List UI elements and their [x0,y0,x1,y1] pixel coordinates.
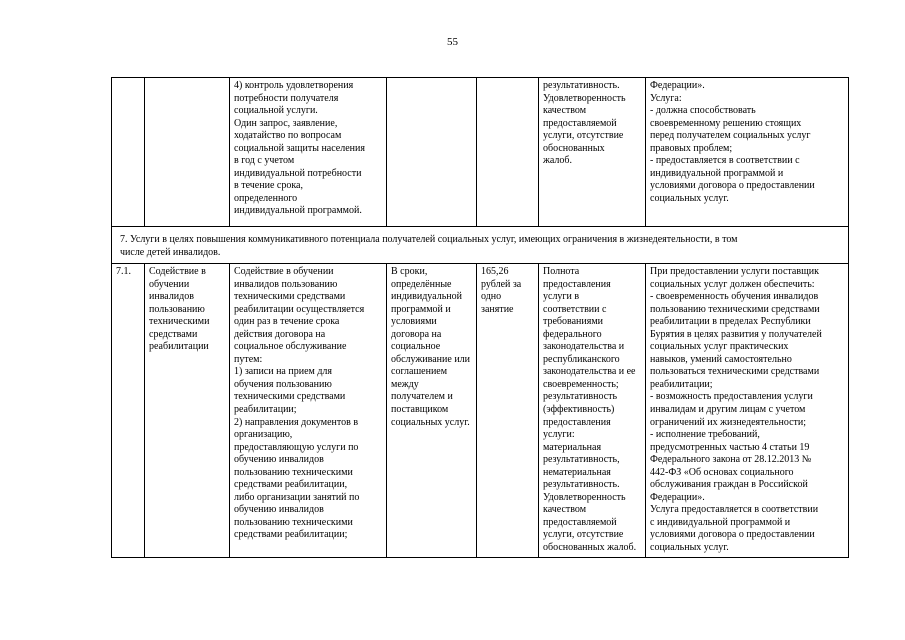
continued-description-line: индивидуальной программой. [234,205,362,217]
service-conditions-line: социальных услуг. [650,542,729,554]
service-description-line: пользованию техническими [234,516,353,528]
service-description-line: организацию, [234,429,293,441]
continued-conditions-cell [646,78,849,227]
service-name-cell [145,264,230,558]
service-description-line: действия договора на [234,328,326,340]
continued-description-line: социальной услуги. [234,105,318,117]
service-conditions-line: Бурятия в целях развития у получателей [650,328,822,340]
service-conditions-line: социальных услуг практических [650,341,789,353]
service-conditions-line: навыков, умений самостоятельно [650,353,792,365]
service-indicators-line: предоставляемой [543,516,617,528]
service-description-line: один раз в течение срока [234,316,340,328]
service-name-line: инвалидов [149,291,194,303]
continued-indicators-cell [539,78,646,227]
continued-conditions-line: - должна способствовать [650,105,756,117]
service-conditions-line: социальных услуг должен обеспечить: [650,278,815,290]
service-name-line: реабилитации [149,341,209,353]
service-indicators-line: федерального [543,328,602,340]
continued-description-line: в год с учетом [234,155,295,167]
continued-description-line: определенного [234,192,298,204]
service-description-line: Содействие в обучении [234,266,334,277]
service-price-line: рублей за [481,278,522,290]
continued-description-line: социальной защиты населения [234,142,365,154]
service-indicators-line: Удовлетворенность [543,491,626,503]
service-description-line: обучения пользованию [234,378,332,390]
service-conditions-line: предусмотренных частью 4 статьи 19 [650,441,810,453]
service-indicators-line: предоставления [543,278,611,290]
service-conditions-line: пользоваться техническими средствами [650,366,820,378]
service-conditions-line: ограничений их жизнедеятельности; [650,416,807,428]
continued-description-line: 4) контроль удовлетворения [234,80,354,91]
service-indicators-line: услуги в [543,291,580,303]
service-terms-line: соглашением [391,366,448,378]
continued-description-line: Один запрос, заявление, [234,117,338,129]
service-conditions-line: условиями договора о предоставлении [650,529,815,541]
service-description-line: обучению инвалидов [234,504,324,516]
service-description-cell [230,264,387,558]
service-name-line: пользованию [149,303,205,315]
section-header-row [112,227,849,264]
service-price-line: 165,26 [481,266,509,277]
continued-name-cell [145,78,230,227]
continued-terms-cell [387,78,477,227]
service-indicators-cell [539,264,646,558]
service-conditions-line: - возможность предоставления услуги [650,391,813,403]
continued-description-line: индивидуальной потребности [234,167,362,179]
service-terms-line: определённые [391,278,452,290]
service-terms-cell [387,264,477,558]
service-indicators-line: требованиями [543,316,604,328]
section-7-line: числе детей инвалидов. [120,247,221,258]
service-terms-line: социальное [391,341,441,353]
service-conditions-line: - исполнение требований, [650,429,760,441]
service-indicators-line: законодательства и [543,341,625,353]
service-terms-line: получателем и [391,391,453,403]
service-description-line: 1) записи на прием для [234,366,333,378]
service-description-line: либо организации занятий по [234,491,360,503]
service-terms-line: социальных услуг. [391,416,470,428]
continued-conditions-line: правовых проблем; [650,142,733,154]
continued-price-cell [477,78,539,227]
service-indicators-line: качеством [543,504,587,516]
service-terms-line: программой и [391,303,451,315]
service-conditions-line: При предоставлении услуги поставщик [650,266,819,277]
service-indicators-line: республиканского [543,353,620,365]
service-indicators-line: услуги: [543,429,575,441]
section-7-heading [112,227,849,264]
service-name-line: обучении [149,278,190,290]
service-indicators-line: законодательства и ее [543,366,636,378]
service-price-line: одно [481,291,502,303]
service-conditions-line: реабилитации; [650,378,713,390]
continued-conditions-line: перед получателем социальных услуг [650,130,811,142]
service-description-line: 2) направления документов в [234,416,359,428]
service-description-line: реабилитации; [234,404,297,416]
service-conditions-line: пользованию техническими средствами [650,303,820,315]
service-terms-line: индивидуальной [391,291,462,303]
service-price-cell [477,264,539,558]
service-description-line: реабилитации осуществляется [234,303,365,315]
service-indicators-line: своевременность; [543,378,619,390]
page-number: 55 [447,36,458,48]
service-conditions-line: инвалидам и другим лицам с учетом [650,404,806,416]
service-terms-line: поставщиком [391,404,449,416]
service-indicators-line: услуги, отсутствие [543,529,624,541]
service-terms-line: В сроки, [391,266,428,277]
service-indicators-line: (эффективность) [543,404,615,416]
continued-conditions-line: индивидуальной программой и [650,167,784,179]
section-7-line: 7. Услуги в целях повышения коммуникативного потенциала получателей социальных услуг, имеющих ограничения в жизнедеятельности, в том [120,234,738,245]
service-conditions-line: 442-ФЗ «Об основах социального [650,466,794,478]
service-conditions-line: Федерального закона от 28.12.2013 № [650,454,812,466]
service-name-line: Содействие в [149,266,206,277]
service-indicators-line: обоснованных жалоб. [543,542,637,554]
continued-conditions-line: - предоставляется в соответствии с [650,155,800,167]
service-indicators-line: соответствии с [543,303,607,315]
service-description-line: техническими средствами [234,391,346,403]
service-indicators-line: материальная [543,441,602,453]
continued-indicators-line: качеством [543,105,587,117]
service-indicators-line: результативность, [543,454,620,466]
service-description-line: техническими средствами [234,291,346,303]
continued-conditions-line: условиями договора о предоставлении [650,180,815,192]
service-number: 7.1. [116,266,131,277]
service-number-cell [112,264,145,558]
service-description-line: инвалидов пользованию [234,278,338,290]
continued-number-cell [112,78,145,227]
service-description-line: средствами реабилитации, [234,479,348,491]
continued-description-line: ходатайство по вопросам [234,130,342,142]
service-description-line: обучению инвалидов [234,454,324,466]
services-table [111,77,849,558]
service-conditions-line: Федерации». [650,491,705,503]
service-description-line: предоставляющую услуги по [234,441,359,453]
service-terms-line: обслуживание или [391,353,471,365]
continued-indicators-line: результативность. [543,80,620,91]
service-conditions-line: Услуга предоставляется в соответствии [650,504,819,516]
service-terms-line: между [391,378,419,390]
service-indicators-line: предоставления [543,416,611,428]
continued-conditions-line: Услуга: [650,92,682,104]
continued-row [112,78,849,227]
continued-description-cell [230,78,387,227]
service-conditions-line: реабилитации в пределах Республики [650,316,811,328]
continued-indicators-line: Удовлетворенность [543,92,626,104]
service-description-line: социальное обслуживание [234,341,347,353]
service-price-line: занятие [481,303,514,315]
service-conditions-line: с индивидуальной программой и [650,516,791,528]
service-indicators-line: результативность [543,391,618,403]
service-description-line: средствами реабилитации; [234,529,348,541]
service-description-line: пользованию техническими [234,466,353,478]
service-conditions-line: - своевременность обучения инвалидов [650,291,819,303]
continued-indicators-line: жалоб. [543,155,573,167]
service-indicators-line: нематериальная [543,466,611,478]
continued-indicators-line: предоставляемой [543,117,617,129]
service-conditions-cell [646,264,849,558]
service-indicators-line: результативность. [543,479,620,491]
continued-conditions-line: социальных услуг. [650,192,729,204]
continued-conditions-line: своевременному решению стоящих [650,117,802,129]
service-indicators-line: Полнота [543,266,580,277]
continued-indicators-line: обоснованных [543,142,605,154]
service-row-7-1 [112,264,849,558]
service-name-line: техническими [149,316,210,328]
service-name-line: средствами [149,328,198,340]
service-conditions-line: обслуживания граждан в Российской [650,479,808,491]
service-terms-line: условиями [391,316,437,328]
service-terms-line: договора на [391,328,442,340]
continued-indicators-line: услуги, отсутствие [543,130,624,142]
continued-description-line: потребности получателя [234,92,339,104]
continued-description-line: в течение срока, [234,180,303,192]
continued-conditions-line: Федерации». [650,80,705,91]
service-description-line: путем: [234,353,263,365]
